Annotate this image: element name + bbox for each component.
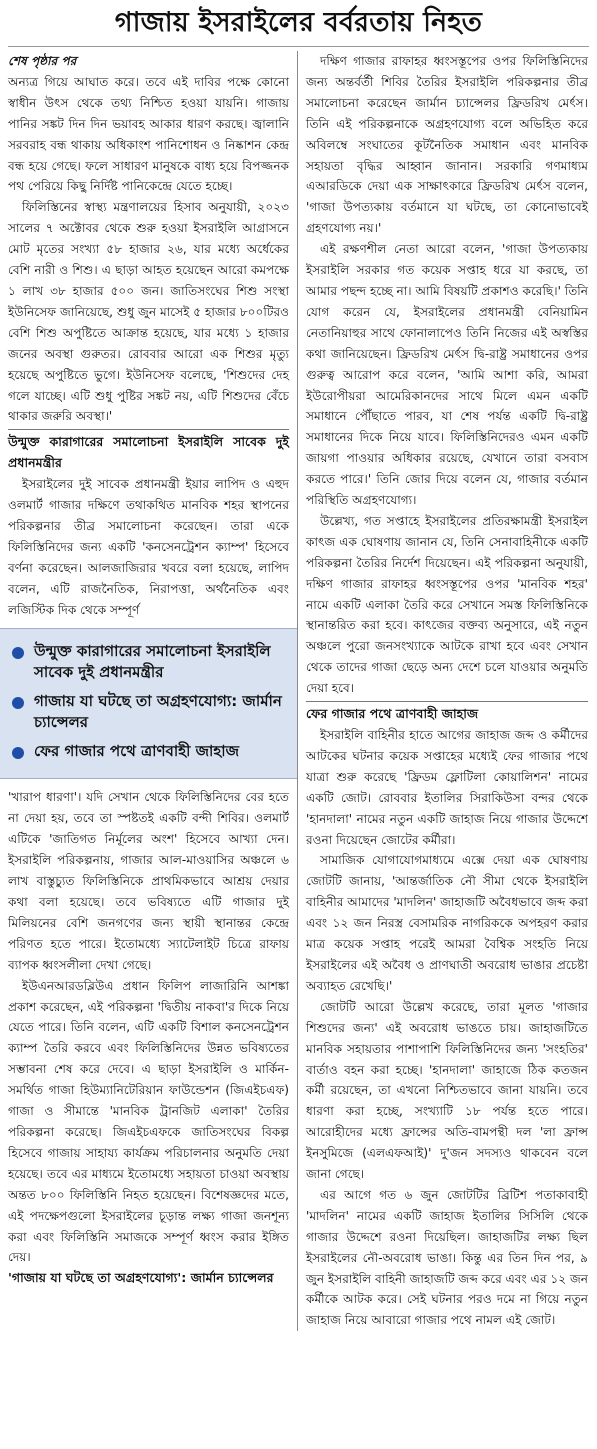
paragraph: দক্ষিণ গাজার রাফাহর ধ্বংসস্তূপের ওপর ফিলিস্তিনিদের জন্য অন্তর্বর্তী শিবির তৈরির ইসরাইলি পরিকল্পনার তীব্র সমালোচনা করেছেন জার্মান চ্যান্সেলর ফ্রিডরিখ মের্ৎস। তিনি এই পরিকল্পনাকে অগ্রহণযোগ্য বলে অভিহিত করে অবিলম্বে সংঘাতের কূটনৈতিক সমাধান এবং মানবিক সহায়তা বৃদ্ধির আহ্বান জানান। সরকারি গণমাধ্যম এআরডিকে দেয়া এক সাক্ষাৎকারে ফ্রিডরিখ মের্ৎস বলেন, 'গাজা উপত্যকায় বর্তমানে যা ঘটছে, তা কোনোভাবেই গ্রহণযোগ্য নয়।' xyxy=(306,54,588,236)
paragraph: 'খারাপ ধারণা'। যদি সেখান থেকে ফিলিস্তিনিদের বের হতে না দেয়া হয়, তবে তা স্পষ্টতই একটি বন্দী শিবির। ওলমার্ট এটিকে 'জাতিগত নির্মূলের অংশ' হিসেবে আখ্যা দেন। ইসরাইলি পরিকল্পনায়, গাজার আল-মাওয়াসির অঞ্চলে ৬ লাখ বাস্তুচ্যুত ফিলিস্তিনিকে প্রাথমিকভাবে আশ্রয় দেয়ার কথা বলা হয়েছে। তবে ভবিষ্যতে এটি গাজার দুই মিলিয়নের বেশি জনগণের জন্য স্থায়ী স্থানান্তর কেন্দ্রে পরিণত হতে পারে। ইতোমধ্যে স্যাটেলাইট চিত্রে রাফায় ব্যাপক ধ্বংসলীলা দেখা গেছে। xyxy=(8,790,289,972)
article-columns xyxy=(8,51,589,1331)
highlight-item xyxy=(8,741,287,762)
highlight-item xyxy=(8,691,287,733)
continuation-label: শেষ পৃষ্ঠার পর xyxy=(8,54,77,68)
paragraph: সামাজিক যোগাযোগমাধ্যমে এক্সে দেয়া এক ঘোষণায় জোটটি জানায়, 'আন্তর্জাতিক নৌ সীমা থেকে ইসরাইলি বাহিনীর আমাদের 'মাদলিন' জাহাজটি অবৈধভাবে জব্দ করা এবং ১২ জন নিরস্ত্র বেসামরিক নাগরিককে অপহরণ করার মাত্র কয়েক সপ্তাহ পরেই আমরা বৈশ্বিক সংহতি নিয়ে ইসরাইলের এই অবৈধ ও প্রাণঘাতী অবরোধ ভাঙার প্রচেষ্টা অব্যাহত রেখেছি।' xyxy=(306,853,588,993)
section-subhead: 'গাজায় যা ঘটছে তা অগ্রহণযোগ্য': জার্মান চ্যান্সেলর xyxy=(8,1270,274,1286)
left-column xyxy=(8,51,298,1331)
section-subhead: ফের গাজার পথে ত্রাণবাহী জাহাজ xyxy=(306,706,479,722)
divider xyxy=(8,429,289,430)
paragraph: জোটটি আরো উল্লেখ করেছে, তারা মূলত 'গাজার শিশুদের জন্য' এই অবরোধ ভাঙতে চায়। জাহাজটিতে মানবিক সহায়তার পাশাপাশি ফিলিস্তিনিদের জন্য 'সংহতির' বার্তাও বহন করা হচ্ছে। 'হানদালা' জাহাজে ঠিক কতজন কর্মী রয়েছেন, তা এখনো নিশ্চিতভাবে জানা যায়নি। তবে ধারণা করা হচ্ছে, সংখ্যাটি ১৮ পর্যন্ত হতে পারে। আরোহীদের মধ্যে ফ্রান্সের অতি-বামপন্থী দল 'লা ফ্রান্স ইনসুমিজে (এলএফআই)' দু'জন সদস্যও থাকবেন বলে জানা গেছে। xyxy=(306,999,588,1182)
highlight-text: গাজায় যা ঘটছে তা অগ্রহণযোগ্য: জার্মান চ্যান্সেলর xyxy=(34,692,282,732)
section-subhead: উন্মুক্ত কারাগারের সমালোচনা ইসরাইলি সাবেক দুই প্রধানমন্ত্রীর xyxy=(8,434,289,471)
bullet-icon xyxy=(12,747,24,759)
paragraph: ইসরাইলি বাহিনীর হাতে আগের জাহাজ জব্দ ও কর্মীদের আটকের ঘটনার কয়েক সপ্তাহের মধ্যেই ফের গাজার পথে যাত্রা শুরু করেছে 'ফ্রিডম ফ্লোটিলা কোয়ালিশন' নামের একটি জোট। রোববার ইতালির সিরাকিউসা বন্দর থেকে 'হানদালা' নামের নতুন একটি জাহাজ নিয়ে গাজার উদ্দেশে রওনা দিয়েছেন জোটের কর্মীরা। xyxy=(306,728,588,847)
paragraph: ফিলিস্তিনের স্বাস্থ্য মন্ত্রণালয়ের হিসাব অনুযায়ী, ২০২৩ সালের ৭ অক্টোবর থেকে শুরু হওয়া ইসরাইলি আগ্রাসনে মোট মৃতের সংখ্যা ৫৮ হাজার ২৬, যার মধ্যে অর্ধেকের বেশি নারী ও শিশু। এ ছাড়া আহত হয়েছেন আরো কমপক্ষে ১ লাখ ৩৮ হাজার ৫০০ জন। জাতিসংঘের শিশু সংস্থা ইউনিসেফ জানিয়েছে, শুধু জুন মাসেই ৫ হাজার ৮০০টিরও বেশি শিশু অপুষ্টিতে আক্রান্ত হয়েছে, যার মধ্যে ১ হাজার জনের অবস্থা গুরুতর। রোববার আরো এক শিশুর মৃত্যু হয়েছে অপুষ্টিতে ভুগে। ইউনিসেফ বলেছে, 'শিশুদের দেহ গলে যাচ্ছে। এটি শুধু পুষ্টির সঙ্কট নয়, এটি শিশুদের বেঁচে থাকার জরুরি অবস্থা।' xyxy=(8,200,289,424)
highlight-text: ফের গাজার পথে ত্রাণবাহী জাহাজ xyxy=(34,742,240,761)
highlights-box xyxy=(0,628,297,779)
paragraph: উল্লেখ্য, গত সপ্তাহে ইসরাইলের প্রতিরক্ষামন্ত্রী ইসরাইল কাৎজ এক ঘোষণায় জানান যে, তিনি সেনাবাহিনীকে একটি পরিকল্পনা তৈরির নির্দেশ দিয়েছেন। এই পরিকল্পনা অনুযায়ী, দক্ষিণ গাজার রাফাহর ধ্বংসস্তূপের ওপর 'মানবিক শহর' নামে একটি এলাকা তৈরি করে সেখানে সমস্ত ফিলিস্তিনিকে স্থানান্তরিত করা হবে। কাৎজের বক্তব্য অনুসারে, এই নতুন অঞ্চলে পুরো জনসংখ্যাকে আটকে রাখা হবে এবং সেখান থেকে তাদের গাজা ছেড়ে অন্য দেশে চলে যাওয়ার অনুমতি দেয়া হবে। xyxy=(306,513,588,696)
bullet-icon xyxy=(12,647,24,659)
paragraph: ইউএনআরডব্লিউএ প্রধান ফিলিপ লাজারিনি আশঙ্কা প্রকাশ করেছেন, এই পরিকল্পনা 'দ্বিতীয় নাকবা'র দিকে নিয়ে যেতে পারে। তিনি বলেন, এটি একটি বিশাল কনসেনট্রেশন ক্যাম্প তৈরি করবে এবং ফিলিস্তিনিদের উন্নত ভবিষ্যতের সম্ভাবনা শেষ করে দেবে। এ ছাড়া ইসরাইলি ও মার্কিন-সমর্থিত গাজা হিউম্যানিটেরিয়ান ফাউন্ডেশন (জিএইচএফ) গাজা ও সীমান্তে 'মানবিক ট্রানজিট এলাকা' তৈরির পরিকল্পনা করেছে। জিএইচএফকে জাতিসংঘের বিকল্প হিসেবে গাজায় সাহায্য কার্যক্রম পরিচালনার অনুমতি দেয়া হয়েছে। তবে এর মাধ্যমে ইতোমধ্যে সহায়তা চাওয়া অবস্থায় অন্তত ৮০০ ফিলিস্তিনি নিহত হয়েছেন। বিশেষজ্ঞদের মতে, এই পদক্ষেপগুলো ইসরাইলের চূড়ান্ত লক্ষ্য গাজা জনশূন্য করা এবং ফিলিস্তিনি সমাজকে সম্পূর্ণ ধ্বংস করার ইঙ্গিত দেয়। xyxy=(8,978,289,1265)
paragraph: এই রক্ষণশীল নেতা আরো বলেন, 'গাজা উপত্যকায় ইসরাইলি সরকার গত কয়েক সপ্তাহ ধরে যা করছে, তা আমার পছন্দ হচ্ছে না। আমি বিষয়টি প্রকাশও করেছি।' তিনি যোগ করেন যে, ইসরাইলের প্রধানমন্ত্রী বেনিয়ামিন নেতানিয়াহুর সাথে ফোনালাপেও তিনি নিজের এই অস্বস্তির কথা জানিয়েছেন। ফ্রিডরিখ মের্ৎস দ্বি-রাষ্ট্র সমাধানের ওপর গুরুত্ব আরোপ করে বলেন, 'আমি আশা করি, আমরা ইউরোপীয়রা আমেরিকানদের সাথে মিলে এমন একটি সমাধানে পৌঁছাতে পারব, যা শেষ পর্যন্ত একটি দ্বি-রাষ্ট্র সমাধানের দিকে নিয়ে যাবে। ফিলিস্তিনিদেরও এমন একটি জায়গা পাওয়ার অধিকার রয়েছে, যেখানে তারা বসবাস করতে পারে।' তিনি জোর দিয়ে বলেন যে, গাজার বর্তমান পরিস্থিতি অগ্রহণযোগ্য। xyxy=(306,242,588,508)
bullet-icon xyxy=(12,697,24,709)
paragraph: অন্যত্র গিয়ে আঘাত করে। তবে এই দাবির পক্ষে কোনো স্বাধীন উৎস থেকে তথ্য নিশ্চিত হওয়া যায়নি। গাজায় পানির সঙ্কট দিন দিন ভয়াবহ আকার ধারণ করছে। জ্বালানি সরবরাহ বন্ধ থাকায় অধিকাংশ পানিশোধন ও নিষ্কাশন কেন্দ্র বন্ধ হয়ে গেছে। ফলে সাধারণ মানুষকে বাধ্য হয়ে বিপজ্জনক পথ পেরিয়ে কিছু নির্দিষ্ট পানিকেন্দ্রে যেতে হচ্ছে। xyxy=(8,74,289,194)
right-column xyxy=(298,51,588,1331)
highlight-text: উন্মুক্ত কারাগারের সমালোচনা ইসরাইলি সাবেক দুই প্রধানমন্ত্রীর xyxy=(34,642,271,682)
paragraph: এর আগে গত ৬ জুন জোটটির ব্রিটিশ পতাকাবাহী 'মাদলিন' নামের একটি জাহাজ ইতালির সিসিলি থেকে গাজার উদ্দেশে রওনা দিয়েছিল। জাহাজটির লক্ষ্য ছিল ইসরাইলের নৌ-অবরোধ ভাঙা। কিন্তু এর তিন দিন পর, ৯ জুন ইসরাইলি বাহিনী জাহাজটি জব্দ করে এবং এর ১২ জন কর্মীকে আটক করে। সেই ঘটনার পরও দমে না গিয়ে নতুন জাহাজ নিয়ে আবারো গাজার পথে নামল এই জোট। xyxy=(306,1187,588,1328)
highlight-item xyxy=(8,641,287,683)
article-headline: গাজায় ইসরাইলের বর্বরতায় নিহত xyxy=(8,4,589,47)
divider xyxy=(306,701,588,702)
paragraph: ইসরাইলের দুই সাবেক প্রধানমন্ত্রী ইয়ার লাপিদ ও এহুদ ওলমার্ট গাজার দক্ষিণে তথাকথিত মানবিক শহর স্থাপনের পরিকল্পনার তীব্র সমালোচনা করেছেন। তারা একে ফিলিস্তিনিদের জন্য একটি 'কনসেনট্রেশন ক্যাম্প' হিসেবে বর্ণনা করেছেন। আলজাজিরার খবরে বলা হয়েছে, লাপিদ বলেন, এটি রাজনৈতিক, নিরাপত্তা, অর্থনৈতিক এবং লজিস্টিক দিক থেকে সম্পূর্ণ xyxy=(8,477,289,617)
